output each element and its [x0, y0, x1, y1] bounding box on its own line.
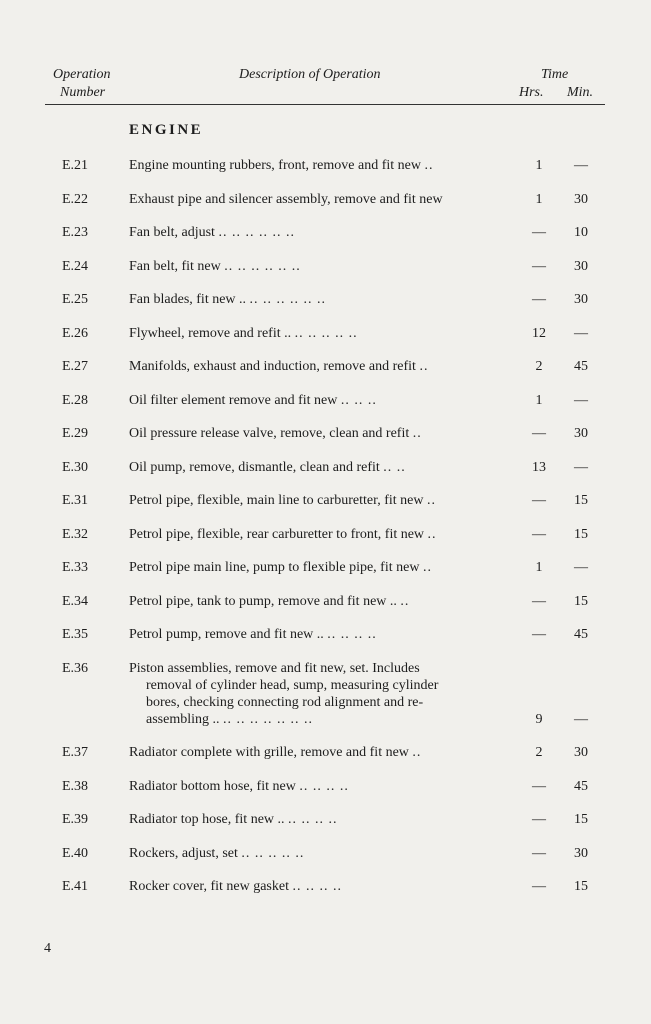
dot-leader: .. .. .. .. .. .. .. [223, 712, 313, 727]
time-minutes: 45 [574, 359, 588, 374]
time-minutes: — [574, 158, 588, 173]
operation-number: E.38 [62, 778, 89, 794]
operation-description [129, 811, 504, 828]
time-hours: 1 [535, 191, 543, 207]
time-hours: — [532, 493, 546, 508]
operation-description [129, 593, 504, 610]
description-text: Radiator bottom hose, fit new [129, 778, 296, 794]
dot-leader: .. [427, 493, 437, 508]
description-text: Oil pressure release valve, remove, clean and refit [129, 426, 410, 441]
operation-description [129, 157, 504, 174]
time-minutes: 45 [574, 778, 588, 794]
description-text: Fan belt, adjust [129, 225, 215, 240]
dot-leader: .. .. .. .. [299, 778, 349, 794]
operation-description [129, 325, 504, 342]
dot-leader: .. [412, 426, 422, 441]
time-hours: 9 [535, 712, 543, 727]
dot-leader: .. .. .. .. [288, 812, 338, 827]
description-text: Petrol pump, remove and fit new .. [129, 627, 324, 642]
dot-leader: .. .. .. .. .. .. [249, 292, 327, 307]
description-text: Radiator top hose, fit new .. [129, 812, 285, 827]
dot-leader: .. [427, 526, 437, 542]
time-hours: — [532, 845, 546, 861]
time-hours: — [532, 526, 546, 542]
operation-number: E.25 [62, 292, 89, 307]
description-text: Petrol pipe, flexible, rear carburetter to front, fit new [129, 526, 425, 542]
time-hours: 1 [535, 392, 543, 408]
dot-leader: .. [412, 745, 422, 760]
dot-leader: .. .. .. .. .. [294, 325, 358, 341]
operation-number: E.32 [62, 526, 89, 542]
time-minutes: 15 [574, 879, 588, 894]
operation-description [129, 291, 504, 308]
operation-number: E.37 [62, 745, 89, 760]
header-operation: Operation [53, 67, 111, 82]
time-hours: — [532, 292, 546, 307]
operation-number-header [53, 66, 111, 102]
operation-description [129, 626, 504, 643]
time-hours: 13 [532, 459, 546, 475]
operation-description [129, 258, 504, 275]
time-minutes: 30 [574, 292, 588, 307]
time-hours: — [532, 593, 546, 609]
time-minutes: 30 [574, 191, 588, 207]
description-text: Fan belt, fit new [129, 258, 221, 274]
operation-number: E.33 [62, 560, 89, 575]
time-hours: — [532, 258, 546, 274]
description-text: Fan blades, fit new .. [129, 292, 247, 307]
page-number: 4 [44, 941, 51, 956]
dot-leader: .. .. .. .. [292, 879, 342, 894]
operation-description [129, 526, 504, 543]
time-hours: 12 [532, 325, 546, 341]
description-text: Flywheel, remove and refit .. [129, 325, 292, 341]
operation-description [129, 878, 504, 895]
dot-leader: .. [400, 593, 410, 609]
operation-description [129, 778, 504, 795]
header-rule [45, 104, 605, 105]
operation-number: E.29 [62, 426, 89, 441]
operation-description [129, 660, 504, 728]
operation-description [129, 744, 504, 761]
operation-number: E.34 [62, 593, 89, 609]
description-text: Petrol pipe, flexible, main line to carburetter, fit new [129, 493, 424, 508]
description-text: Engine mounting rubbers, front, remove and fit new [129, 158, 421, 173]
description-text: Rockers, adjust, set [129, 845, 238, 861]
time-minutes: — [574, 459, 588, 475]
operation-number: E.24 [62, 258, 89, 274]
dot-leader: .. .. [383, 459, 406, 475]
operation-description [129, 559, 504, 576]
header-description: Description of Operation [239, 67, 381, 82]
operation-description [129, 224, 504, 241]
time-minutes: 15 [574, 812, 588, 827]
operation-number: E.22 [62, 191, 89, 207]
header-hrs: Hrs. [519, 85, 544, 100]
time-hours: — [532, 426, 546, 441]
section-title: ENGINE [129, 122, 204, 138]
operation-number: E.30 [62, 459, 89, 475]
dot-leader: .. .. .. .. [327, 627, 377, 642]
operation-description [129, 845, 504, 862]
time-hours: — [532, 225, 546, 240]
operation-number: E.40 [62, 845, 89, 861]
time-hours: 2 [535, 745, 543, 760]
operation-number: E.27 [62, 359, 89, 374]
description-text: Radiator complete with grille, remove and fit new [129, 745, 409, 760]
time-minutes: 15 [574, 593, 588, 609]
description-line: assembling .. [146, 712, 220, 727]
description-text: Oil filter element remove and fit new [129, 392, 338, 408]
description-text: Oil pump, remove, dismantle, clean and refit [129, 459, 380, 475]
time-hours: 2 [535, 359, 543, 374]
time-minutes: — [574, 712, 588, 727]
operation-description [129, 425, 504, 442]
time-minutes: 30 [574, 745, 588, 760]
time-minutes: 30 [574, 845, 588, 861]
header-number: Number [60, 85, 106, 100]
header-min: Min. [567, 85, 594, 100]
description-text: Rocker cover, fit new gasket [129, 879, 289, 894]
time-minutes: — [574, 392, 588, 408]
operation-number: E.41 [62, 879, 89, 894]
time-hours: 1 [535, 560, 543, 575]
operation-description [129, 191, 504, 208]
description-text: Petrol pipe main line, pump to flexible pipe, fit new [129, 560, 420, 575]
operation-description [129, 392, 504, 409]
dot-leader: .. [422, 560, 432, 575]
time-minutes: — [574, 560, 588, 575]
description-text: Manifolds, exhaust and induction, remove and refit [129, 359, 416, 374]
operation-number: E.39 [62, 812, 89, 827]
description-line: Piston assemblies, remove and fit new, set. Includes [129, 661, 420, 676]
header-time: Time [541, 67, 569, 82]
time-hours: — [532, 812, 546, 827]
operation-number: E.35 [62, 627, 89, 642]
dot-leader: .. .. .. .. .. .. [218, 225, 295, 240]
dot-leader: .. [424, 158, 434, 173]
operation-description [129, 492, 504, 509]
operation-number: E.31 [62, 493, 89, 508]
time-minutes: 30 [574, 258, 588, 274]
description-text: Exhaust pipe and silencer assembly, remove and fit new [129, 191, 443, 207]
operation-number: E.21 [62, 158, 89, 173]
time-hours: — [532, 627, 546, 642]
time-minutes: 45 [574, 627, 588, 642]
time-minutes: 10 [574, 225, 588, 240]
time-minutes: 15 [574, 526, 588, 542]
time-hours: — [532, 879, 546, 894]
operation-number: E.36 [62, 661, 89, 676]
description-line: removal of cylinder head, sump, measuring cylinder [146, 678, 439, 693]
dot-leader: .. .. .. .. .. .. [224, 258, 301, 274]
time-hours: 1 [535, 158, 543, 173]
operation-description [129, 358, 504, 375]
operation-number: E.28 [62, 392, 89, 408]
operation-description [129, 459, 504, 476]
operation-number: E.26 [62, 325, 89, 341]
description-line: bores, checking connecting rod alignment and re- [146, 695, 424, 710]
time-minutes: 30 [574, 426, 588, 441]
operation-number: E.23 [62, 225, 89, 240]
time-minutes: 15 [574, 493, 588, 508]
dot-leader: .. .. .. .. .. [241, 845, 305, 861]
dot-leader: .. [419, 359, 429, 374]
dot-leader: .. .. .. [340, 392, 377, 408]
time-hours: — [532, 778, 546, 794]
time-minutes: — [574, 325, 588, 341]
description-text: Petrol pipe, tank to pump, remove and fit new .. [129, 593, 397, 609]
